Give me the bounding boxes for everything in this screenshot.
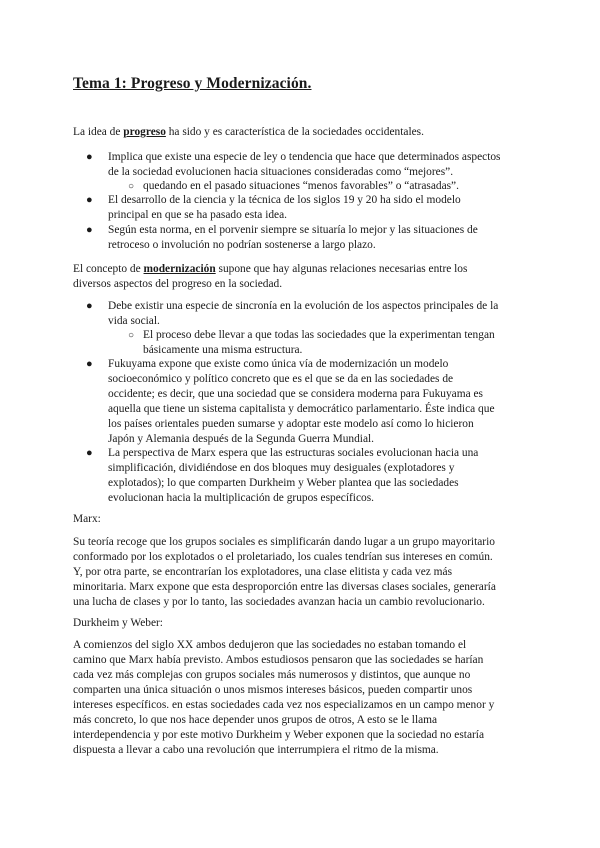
- paragraph-line: comparten una única situación o unos mismos intereses básicos, pueden compartir unos: [73, 684, 473, 696]
- intro-text: El concepto de: [73, 263, 144, 275]
- bullet-icon: ●: [86, 194, 93, 206]
- list-item-text: Japón y Alemania después de la Segunda Guerra Mundial.: [108, 433, 375, 445]
- paragraph-line: Su teoría recoge que los grupos sociales es simplificarán dando lugar a un grupo mayoritario: [73, 536, 495, 548]
- paragraph-line: A comienzos del siglo XX ambos dedujeron que las sociedades no estaban tomando el: [73, 639, 467, 651]
- circle-bullet-icon: ○: [128, 181, 135, 192]
- paragraph-line: más concreto, lo que nos hace depender unos grupos de otros, A esto se le llama: [73, 714, 438, 726]
- keyword-progreso: progreso: [123, 126, 166, 138]
- list-item-text: La perspectiva de Marx espera que las estructuras sociales evolucionan hacia una: [108, 447, 479, 459]
- paragraph-line: una lucha de clases y por lo tanto, las sociedades avanzan hacia un cambio revolucionario.: [73, 596, 485, 608]
- paragraph-line: camino que Marx había previsto. Ambos estudiosos pensaron que las sociedades se harían: [73, 654, 484, 666]
- paragraph-line: Y, por otra parte, se encontrarían los explotadores, una clase elitista y cada vez más: [73, 566, 453, 578]
- list-item-text: Debe existir una especie de sincronía en la evolución de los aspectos principales de la: [108, 300, 499, 312]
- intro-text: supone que hay algunas relaciones necesarias entre los: [215, 263, 468, 275]
- progreso-intro: [73, 125, 424, 140]
- list-item-text: de la sociedad evolucionen hacia situaciones consideradas como “mejores”.: [108, 166, 454, 178]
- sub-item-text: quedando en el pasado situaciones “menos favorables” o “atrasadas”.: [143, 180, 459, 192]
- bullet-icon: ●: [86, 358, 93, 370]
- intro-text: ha sido y es característica de la sociedades occidentales.: [165, 126, 424, 138]
- list-item-text: principal en que se ha pasado esta idea.: [108, 209, 288, 221]
- list-item-text: explotados); lo que comparten Durkheim y Weber plantea que las sociedades: [108, 477, 459, 489]
- modernizacion-intro: [73, 262, 467, 277]
- paragraph-line: conformado por los explotados o el proletariado, los cuales tendrían sus intereses en común.: [73, 551, 493, 563]
- paragraph-line: dispuesta a llevar a cabo una revolución que interrumpiera el ritmo de la misma.: [73, 744, 439, 756]
- list-item-text: vida social.: [108, 315, 160, 327]
- modernizacion-intro-line: diversos aspectos del progreso en la sociedad.: [73, 278, 283, 290]
- list-item-text: socioeconómico y político concreto que es el que se da en las sociedades de: [108, 373, 454, 385]
- list-item-text: occidente; es decir, que una sociedad que se considera moderna para Fukuyama es: [108, 388, 483, 400]
- paragraph-line: minoritaria. Marx expone que esta desproporción entre las diversas clases sociales, generaría: [73, 581, 496, 593]
- list-item-text: Según esta norma, en el porvenir siempre se situaría lo mejor y las situaciones de: [108, 224, 478, 236]
- section-heading-durkheim-weber: Durkheim y Weber:: [73, 617, 163, 629]
- list-item-text: El desarrollo de la ciencia y la técnica de los siglos 19 y 20 ha sido el modelo: [108, 194, 461, 206]
- list-item-text: Fukuyama expone que existe como única vía de modernización un modelo: [108, 358, 449, 370]
- list-item-text: retroceso o involución no podrían sostenerse a largo plazo.: [108, 239, 376, 251]
- bullet-icon: ●: [86, 151, 93, 163]
- keyword-modernizacion: modernización: [143, 263, 216, 275]
- list-item-text: Implica que existe una especie de ley o tendencia que hace que determinados aspectos: [108, 151, 501, 163]
- paragraph-line: cada vez más complejas con grupos sociales más numerosos y distintos, que aunque no: [73, 669, 471, 681]
- paragraph-line: interdependencia y por este motivo Durkheim y Weber exponen que la sociedad no estaría: [73, 729, 485, 741]
- page-title: Tema 1: Progreso y Modernización.: [73, 75, 312, 92]
- sub-item-text: El proceso debe llevar a que todas las sociedades que la experimentan tengan: [143, 329, 495, 341]
- list-item-text: aquella que tiene un sistema capitalista y democrático parlamentario. Éste indica que: [108, 403, 495, 415]
- bullet-icon: ●: [86, 300, 93, 312]
- sub-item-text: básicamente una misma estructura.: [143, 344, 303, 356]
- section-heading-marx: Marx:: [73, 513, 101, 525]
- list-item-text: simplificación, dividiéndose en dos bloques muy desiguales (explotadores y: [108, 462, 455, 474]
- list-item-text: los países orientales pueden sumarse y adoptar este modelo así como lo hicieron: [108, 418, 474, 430]
- bullet-icon: ●: [86, 224, 93, 236]
- circle-bullet-icon: ○: [128, 330, 135, 341]
- intro-text: La idea de: [73, 126, 124, 138]
- paragraph-line: intereses específicos. en estas sociedades cada vez nos especializamos en un campo menor y: [73, 699, 495, 711]
- list-item-text: evolucionan hacia la multiplicación de grupos específicos.: [108, 492, 375, 504]
- bullet-icon: ●: [86, 447, 93, 459]
